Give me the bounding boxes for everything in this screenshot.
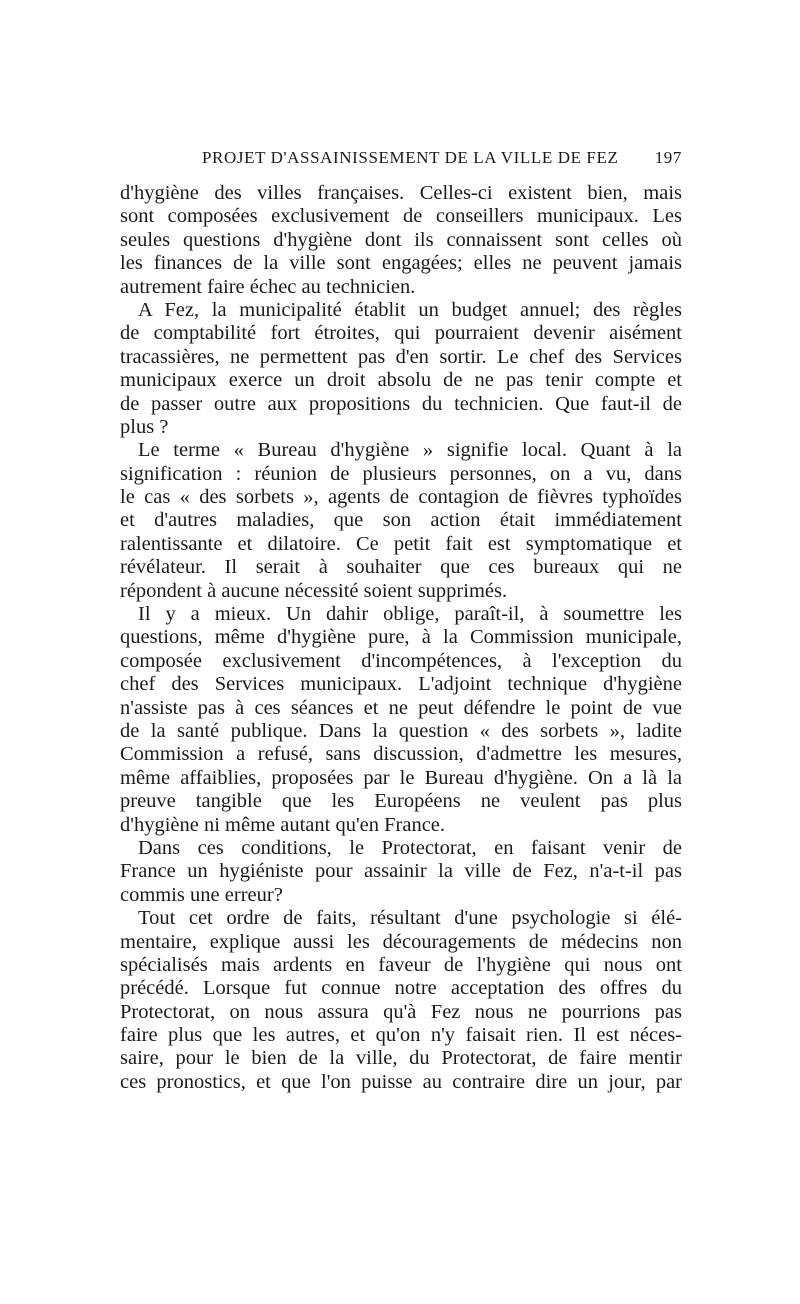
running-title: PROJET D'ASSAINISSEMENT DE LA VILLE DE FEZ	[202, 148, 619, 167]
text-line: même affaiblies, proposées par le Bureau d'hygiène. On a là la	[120, 766, 682, 789]
text-line: sont composées exclusivement de conseillers municipaux. Les	[120, 205, 682, 228]
text-line: composée exclusivement d'incompétences, à l'exception du	[120, 649, 682, 672]
text-line: Le terme « Bureau d'hygiène » signifie local. Quant à la	[138, 439, 682, 462]
text-line: répondent à aucune nécessité soient supprimés.	[120, 579, 508, 602]
text-line: saire, pour le bien de la ville, du Protectorat, de faire mentir	[120, 1047, 682, 1070]
text-line: A Fez, la municipalité établit un budget annuel; des règles	[138, 298, 682, 321]
text-line: le cas « des sorbets », agents de contagion de fièvres typhoïdes	[120, 486, 682, 509]
text-line: seules questions d'hygiène dont ils connaissent sont celles où	[120, 228, 682, 251]
text-line: précédé. Lorsque fut connue notre acceptation des offres du	[120, 977, 682, 1000]
text-line: tracassières, ne permettent pas d'en sortir. Le chef des Services	[120, 345, 682, 368]
text-line: et d'autres maladies, que son action était immédiatement	[120, 509, 682, 532]
page-number: 197	[654, 148, 682, 167]
text-line: d'hygiène des villes françaises. Celles-ci existent bien, mais	[120, 182, 682, 204]
text-line: spécialisés mais ardents en faveur de l'hygiène qui nous ont	[120, 953, 682, 976]
text-line: signification : réunion de plusieurs personnes, on a vu, dans	[120, 462, 682, 485]
text-line: de la santé publique. Dans la question « des sorbets », ladite	[120, 719, 682, 742]
text-line: autrement faire échec au technicien.	[120, 275, 416, 298]
text-line: commis une erreur?	[120, 883, 283, 906]
text-line: municipaux exerce un droit absolu de ne pas tenir compte et	[120, 369, 682, 392]
text-line: mentaire, explique aussi les découragements de médecins non	[120, 930, 682, 953]
text-line: Il y a mieux. Un dahir oblige, paraît-il, à soumettre les	[138, 603, 682, 626]
text-line: preuve tangible que les Européens ne veulent pas plus	[120, 790, 682, 813]
text-line: révélateur. Il serait à souhaiter que ces bureaux qui ne	[120, 556, 682, 579]
text-line: n'assiste pas à ces séances et ne peut défendre le point de vue	[120, 696, 682, 719]
text-line: faire plus que les autres, et qu'on n'y faisait rien. Il est néces-	[120, 1024, 682, 1047]
text-line: questions, même d'hygiène pure, à la Commission municipale,	[120, 626, 682, 649]
text-line: de comptabilité fort étroites, qui pourraient devenir aisément	[120, 322, 682, 345]
text-line: France un hygiéniste pour assainir la ville de Fez, n'a-t-il pas	[120, 860, 682, 883]
text-line: d'hygiène ni même autant qu'en France.	[120, 813, 446, 836]
text-line: ralentissante et dilatoire. Ce petit fait est symptomatique et	[120, 532, 682, 555]
text-line: Commission a refusé, sans discussion, d'admettre les mesures,	[120, 743, 682, 766]
text-line: Dans ces conditions, le Protectorat, en faisant venir de	[138, 836, 682, 859]
text-line: plus ?	[120, 415, 169, 438]
text-line: ces pronostics, et que l'on puisse au contraire dire un jour, par	[120, 1070, 682, 1093]
text-line: Protectorat, on nous assura qu'à Fez nous ne pourrions pas	[120, 1000, 682, 1023]
text-line: chef des Services municipaux. L'adjoint technique d'hygiène	[120, 673, 682, 696]
text-line: de passer outre aux propositions du technicien. Que faut-il de	[120, 392, 682, 415]
text-line: les finances de la ville sont engagées; elles ne peuvent jamais	[120, 252, 682, 275]
text-line: Tout cet ordre de faits, résultant d'une psychologie si élé-	[138, 907, 682, 930]
body-text	[120, 182, 682, 1094]
running-head	[120, 148, 682, 172]
